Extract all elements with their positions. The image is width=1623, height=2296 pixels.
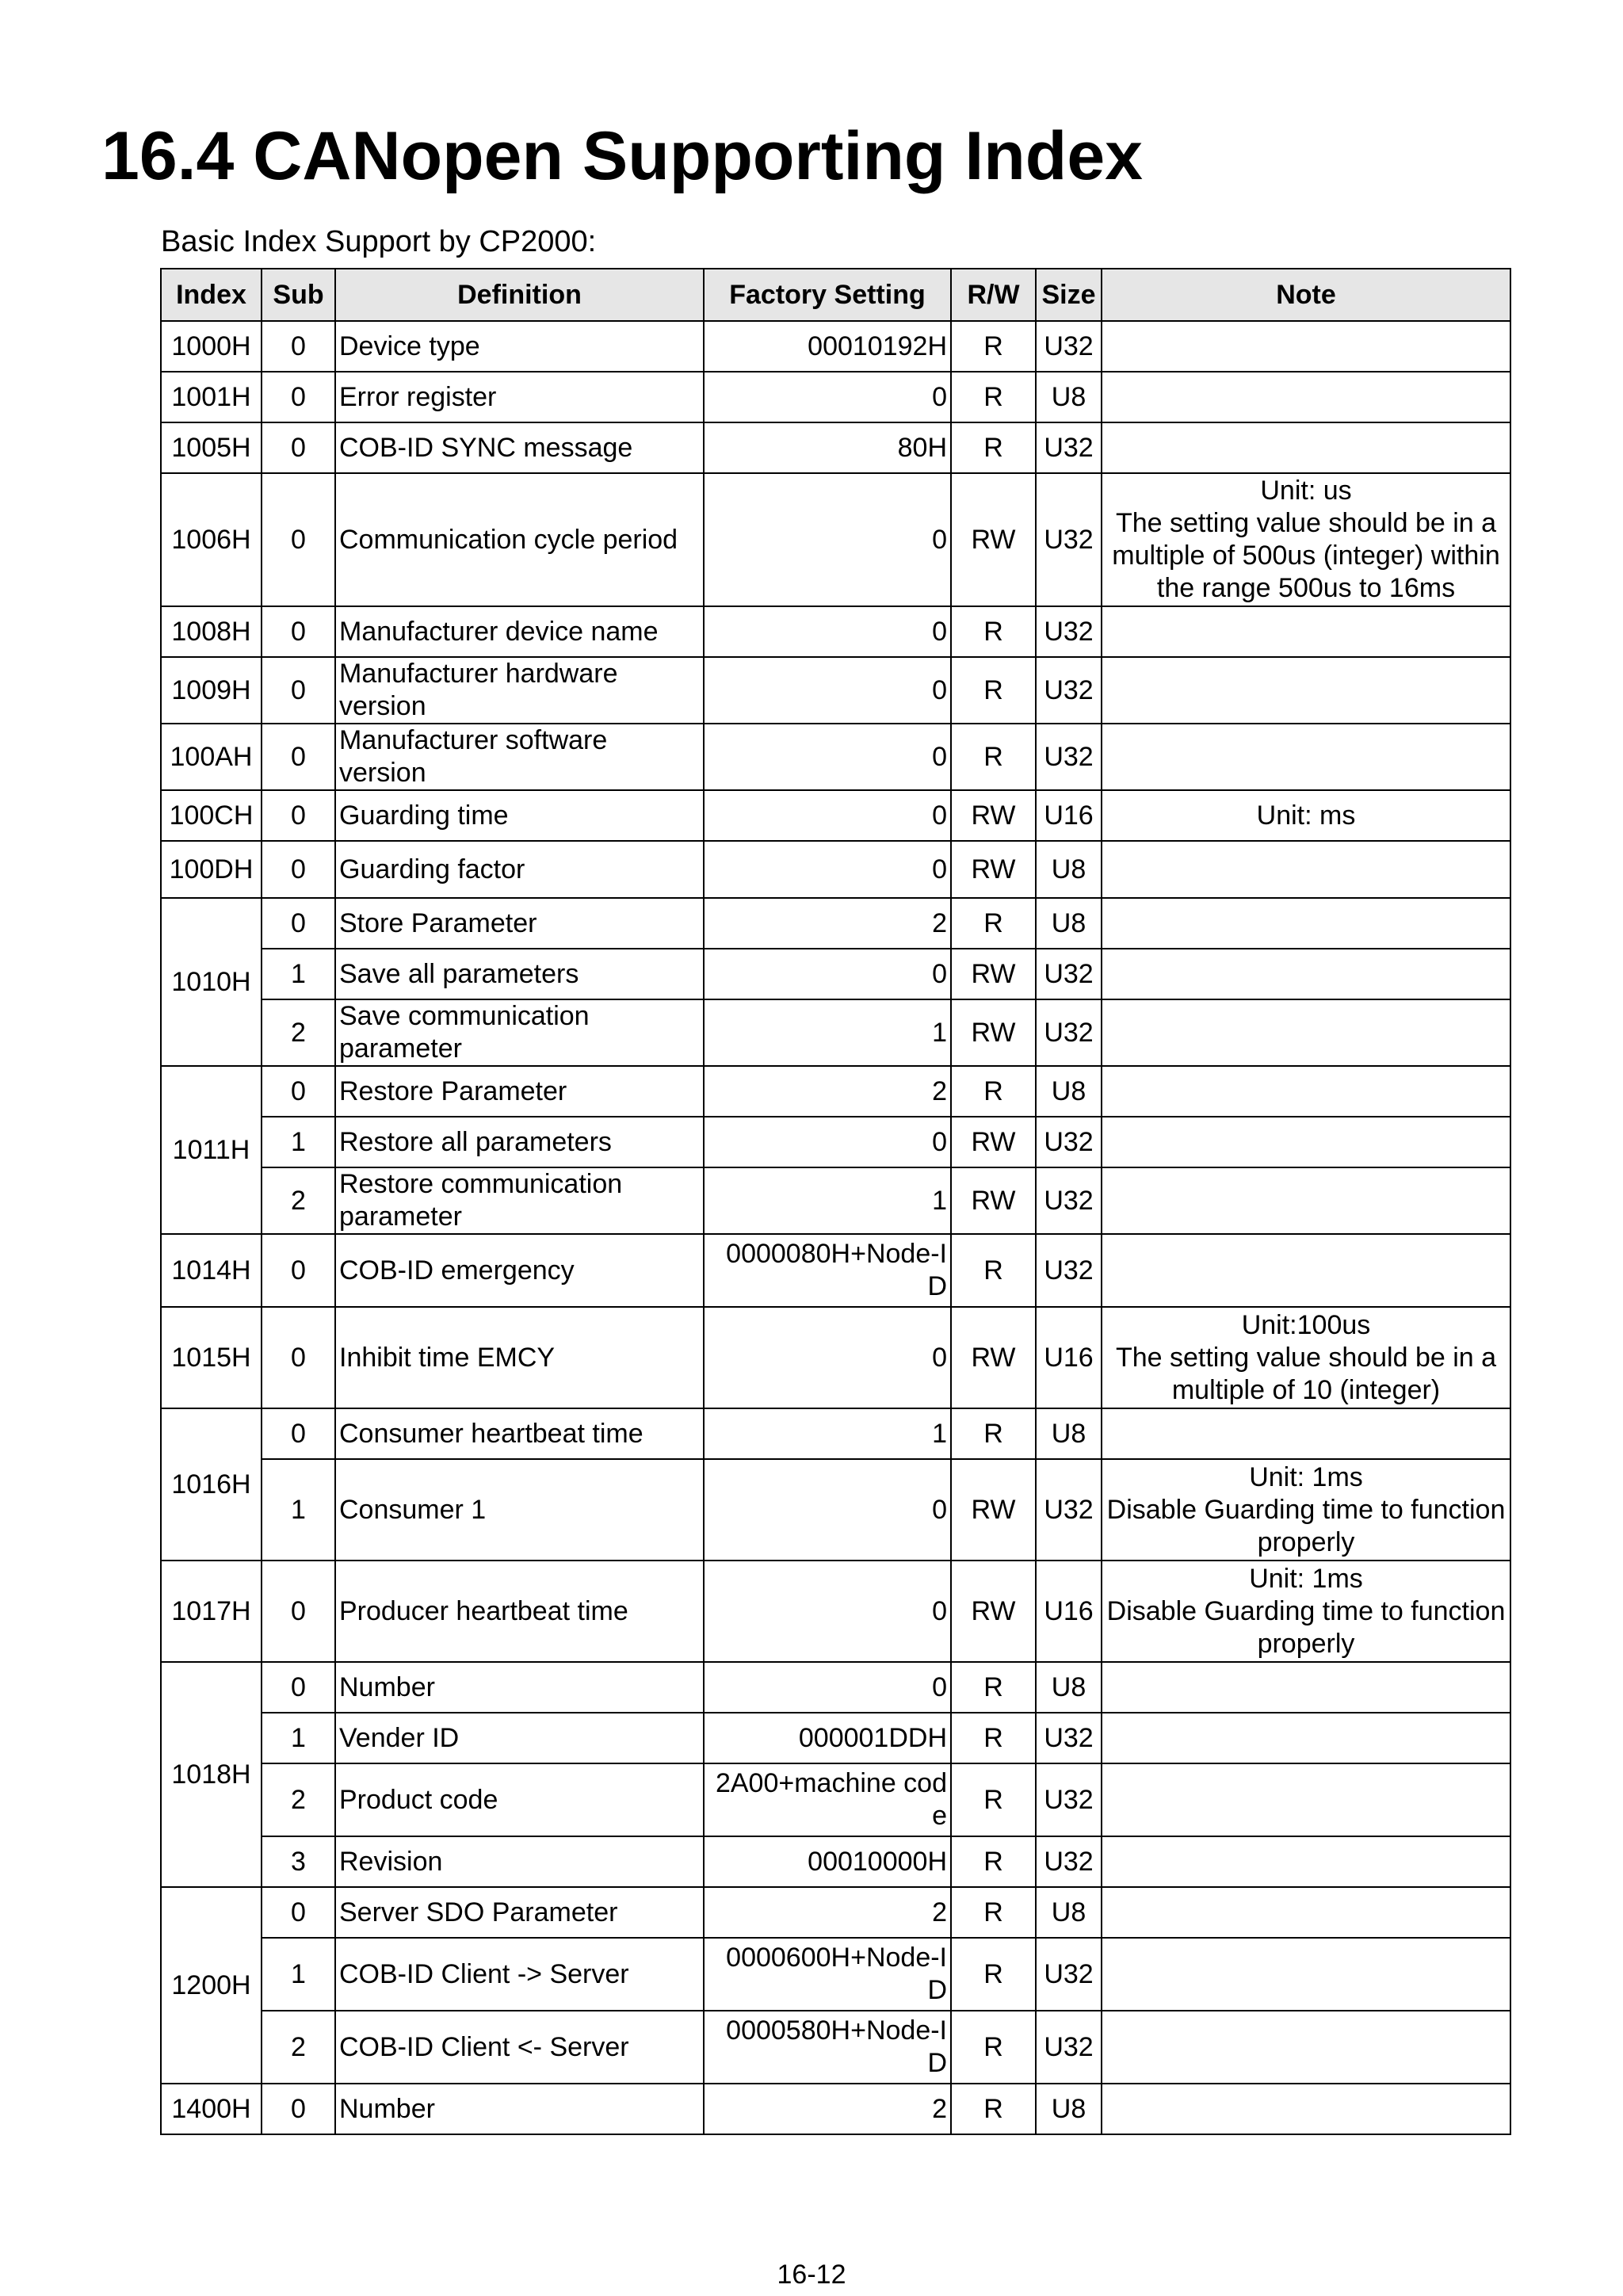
- cell-definition: Save communication parameter: [335, 999, 704, 1066]
- cell-note: [1102, 1167, 1510, 1234]
- cell-rw: RW: [951, 949, 1036, 999]
- column-header-note: Note: [1102, 269, 1510, 321]
- cell-note: [1102, 2084, 1510, 2134]
- cell-index: 1000H: [161, 321, 262, 372]
- cell-note: [1102, 321, 1510, 372]
- cell-size: U32: [1036, 1459, 1102, 1561]
- cell-factory-setting: 0000600H+Node-ID: [704, 1938, 951, 2011]
- cell-rw: RW: [951, 473, 1036, 606]
- cell-sub: 2: [262, 1167, 335, 1234]
- table-row: [161, 1713, 1510, 1763]
- cell-size: U8: [1036, 1066, 1102, 1117]
- page-title: 16.4 CANopen Supporting Index: [101, 118, 1143, 194]
- cell-sub: 0: [262, 372, 335, 422]
- cell-note: [1102, 999, 1510, 1066]
- cell-note: Unit: us The setting value should be in a multiple of 500us (integer) within the range 500us to 16ms: [1102, 473, 1510, 606]
- cell-rw: R: [951, 2011, 1036, 2084]
- table-header-row: [161, 269, 1510, 321]
- cell-factory-setting: 0: [704, 790, 951, 841]
- cell-rw: R: [951, 321, 1036, 372]
- cell-factory-setting: 2: [704, 1887, 951, 1938]
- cell-definition: Restore communication parameter: [335, 1167, 704, 1234]
- cell-rw: R: [951, 422, 1036, 473]
- cell-rw: R: [951, 1938, 1036, 2011]
- cell-note: [1102, 1408, 1510, 1459]
- cell-factory-setting: 0000080H+Node-ID: [704, 1234, 951, 1307]
- cell-size: U32: [1036, 1763, 1102, 1836]
- cell-sub: 0: [262, 1561, 335, 1662]
- cell-factory-setting: 00010000H: [704, 1836, 951, 1887]
- cell-definition: Device type: [335, 321, 704, 372]
- table-caption: Basic Index Support by CP2000:: [161, 225, 597, 258]
- cell-definition: Revision: [335, 1836, 704, 1887]
- table-row: [161, 724, 1510, 790]
- table-row: [161, 1167, 1510, 1234]
- cell-definition: COB-ID Client <- Server: [335, 2011, 704, 2084]
- cell-note: [1102, 841, 1510, 898]
- cell-factory-setting: 0000580H+Node-ID: [704, 2011, 951, 2084]
- cell-index: 1008H: [161, 606, 262, 657]
- cell-size: U32: [1036, 473, 1102, 606]
- cell-rw: R: [951, 1763, 1036, 1836]
- cell-index: 1006H: [161, 473, 262, 606]
- cell-size: U32: [1036, 606, 1102, 657]
- cell-size: U32: [1036, 1117, 1102, 1167]
- cell-note: [1102, 422, 1510, 473]
- table-row: [161, 606, 1510, 657]
- cell-sub: 1: [262, 1713, 335, 1763]
- cell-index: 1010H: [161, 898, 262, 1066]
- cell-factory-setting: 0: [704, 949, 951, 999]
- cell-sub: 0: [262, 473, 335, 606]
- cell-rw: RW: [951, 841, 1036, 898]
- table-row: [161, 372, 1510, 422]
- table-row: [161, 657, 1510, 724]
- table-row: [161, 898, 1510, 949]
- cell-sub: 0: [262, 606, 335, 657]
- cell-rw: R: [951, 1408, 1036, 1459]
- cell-size: U32: [1036, 1713, 1102, 1763]
- cell-size: U32: [1036, 1167, 1102, 1234]
- table-row: [161, 1763, 1510, 1836]
- cell-rw: R: [951, 724, 1036, 790]
- cell-definition: Producer heartbeat time: [335, 1561, 704, 1662]
- cell-rw: RW: [951, 1167, 1036, 1234]
- cell-rw: R: [951, 657, 1036, 724]
- cell-note: Unit: ms: [1102, 790, 1510, 841]
- table-row: [161, 1561, 1510, 1662]
- column-header-size: Size: [1036, 269, 1102, 321]
- cell-factory-setting: 2A00+machine code: [704, 1763, 951, 1836]
- cell-factory-setting: 1: [704, 1408, 951, 1459]
- cell-note: [1102, 1836, 1510, 1887]
- cell-factory-setting: 0: [704, 372, 951, 422]
- column-header-definition: Definition: [335, 269, 704, 321]
- cell-sub: 0: [262, 1307, 335, 1408]
- table-row: [161, 1234, 1510, 1307]
- cell-index: 1017H: [161, 1561, 262, 1662]
- cell-sub: 0: [262, 724, 335, 790]
- cell-sub: 1: [262, 1459, 335, 1561]
- cell-sub: 0: [262, 790, 335, 841]
- cell-index: 1018H: [161, 1662, 262, 1887]
- cell-definition: COB-ID Client -> Server: [335, 1938, 704, 2011]
- cell-definition: Inhibit time EMCY: [335, 1307, 704, 1408]
- cell-size: U32: [1036, 321, 1102, 372]
- cell-sub: 0: [262, 841, 335, 898]
- column-header-sub: Sub: [262, 269, 335, 321]
- cell-note: [1102, 1662, 1510, 1713]
- cell-sub: 1: [262, 1117, 335, 1167]
- cell-sub: 0: [262, 422, 335, 473]
- cell-index: 1400H: [161, 2084, 262, 2134]
- table-row: [161, 422, 1510, 473]
- table-row: [161, 2011, 1510, 2084]
- cell-factory-setting: 00010192H: [704, 321, 951, 372]
- cell-index: 1005H: [161, 422, 262, 473]
- column-header-rw: R/W: [951, 269, 1036, 321]
- cell-factory-setting: 80H: [704, 422, 951, 473]
- cell-index: 1200H: [161, 1887, 262, 2084]
- cell-definition: COB-ID SYNC message: [335, 422, 704, 473]
- cell-note: [1102, 1713, 1510, 1763]
- table-row: [161, 841, 1510, 898]
- cell-definition: Server SDO Parameter: [335, 1887, 704, 1938]
- cell-rw: RW: [951, 1459, 1036, 1561]
- cell-definition: Guarding factor: [335, 841, 704, 898]
- table-row: [161, 949, 1510, 999]
- cell-sub: 0: [262, 1066, 335, 1117]
- cell-sub: 0: [262, 657, 335, 724]
- cell-sub: 0: [262, 1887, 335, 1938]
- cell-note: [1102, 1234, 1510, 1307]
- cell-factory-setting: 0: [704, 1307, 951, 1408]
- cell-definition: Manufacturer hardware version: [335, 657, 704, 724]
- cell-definition: Number: [335, 2084, 704, 2134]
- cell-index: 1016H: [161, 1408, 262, 1561]
- cell-rw: R: [951, 1662, 1036, 1713]
- cell-sub: 0: [262, 898, 335, 949]
- table-row: [161, 321, 1510, 372]
- cell-size: U16: [1036, 790, 1102, 841]
- cell-factory-setting: 0: [704, 841, 951, 898]
- cell-sub: 2: [262, 1763, 335, 1836]
- cell-definition: Save all parameters: [335, 949, 704, 999]
- cell-sub: 0: [262, 1408, 335, 1459]
- cell-rw: R: [951, 1887, 1036, 1938]
- cell-definition: Store Parameter: [335, 898, 704, 949]
- table-body: [161, 321, 1510, 2134]
- cell-rw: R: [951, 2084, 1036, 2134]
- cell-sub: 0: [262, 1662, 335, 1713]
- cell-note: [1102, 898, 1510, 949]
- cell-sub: 1: [262, 949, 335, 999]
- cell-rw: R: [951, 1836, 1036, 1887]
- cell-size: U32: [1036, 1234, 1102, 1307]
- cell-note: [1102, 949, 1510, 999]
- cell-definition: Guarding time: [335, 790, 704, 841]
- cell-rw: R: [951, 372, 1036, 422]
- cell-index: 1015H: [161, 1307, 262, 1408]
- cell-size: U32: [1036, 949, 1102, 999]
- cell-definition: Restore Parameter: [335, 1066, 704, 1117]
- cell-note: [1102, 1887, 1510, 1938]
- table-row: [161, 1887, 1510, 1938]
- table-row: [161, 473, 1510, 606]
- cell-note: [1102, 372, 1510, 422]
- table-row: [161, 999, 1510, 1066]
- cell-size: U32: [1036, 1836, 1102, 1887]
- cell-note: [1102, 1938, 1510, 2011]
- cell-index: 1014H: [161, 1234, 262, 1307]
- cell-size: U16: [1036, 1561, 1102, 1662]
- cell-size: U8: [1036, 1662, 1102, 1713]
- cell-index: 1011H: [161, 1066, 262, 1234]
- cell-definition: Communication cycle period: [335, 473, 704, 606]
- cell-note: Unit:100us The setting value should be in a multiple of 10 (integer): [1102, 1307, 1510, 1408]
- cell-definition: Product code: [335, 1763, 704, 1836]
- cell-size: U8: [1036, 372, 1102, 422]
- cell-size: U8: [1036, 898, 1102, 949]
- cell-factory-setting: 0: [704, 724, 951, 790]
- cell-rw: RW: [951, 790, 1036, 841]
- cell-note: [1102, 657, 1510, 724]
- cell-size: U8: [1036, 2084, 1102, 2134]
- cell-index: 100CH: [161, 790, 262, 841]
- cell-note: [1102, 1763, 1510, 1836]
- cell-size: U32: [1036, 2011, 1102, 2084]
- cell-index: 100DH: [161, 841, 262, 898]
- cell-definition: Vender ID: [335, 1713, 704, 1763]
- cell-rw: RW: [951, 1307, 1036, 1408]
- cell-index: 1001H: [161, 372, 262, 422]
- cell-factory-setting: 1: [704, 1167, 951, 1234]
- cell-sub: 0: [262, 321, 335, 372]
- cell-note: [1102, 1117, 1510, 1167]
- cell-factory-setting: 2: [704, 2084, 951, 2134]
- cell-factory-setting: 0: [704, 1117, 951, 1167]
- cell-note: [1102, 606, 1510, 657]
- cell-rw: R: [951, 898, 1036, 949]
- table-row: [161, 1836, 1510, 1887]
- cell-note: Unit: 1ms Disable Guarding time to function properly: [1102, 1561, 1510, 1662]
- cell-sub: 3: [262, 1836, 335, 1887]
- column-header-factory-setting: Factory Setting: [704, 269, 951, 321]
- cell-definition: Consumer 1: [335, 1459, 704, 1561]
- cell-factory-setting: 0: [704, 657, 951, 724]
- cell-sub: 2: [262, 2011, 335, 2084]
- cell-factory-setting: 2: [704, 898, 951, 949]
- cell-index: 1009H: [161, 657, 262, 724]
- table-row: [161, 2084, 1510, 2134]
- table-row: [161, 1662, 1510, 1713]
- cell-note: [1102, 2011, 1510, 2084]
- cell-index: 100AH: [161, 724, 262, 790]
- cell-size: U32: [1036, 1938, 1102, 2011]
- cell-sub: 1: [262, 1938, 335, 2011]
- cell-note: [1102, 1066, 1510, 1117]
- cell-size: U8: [1036, 841, 1102, 898]
- table-row: [161, 790, 1510, 841]
- cell-definition: Manufacturer software version: [335, 724, 704, 790]
- cell-definition: Number: [335, 1662, 704, 1713]
- cell-factory-setting: 0: [704, 1459, 951, 1561]
- column-header-index: Index: [161, 269, 262, 321]
- table-row: [161, 1117, 1510, 1167]
- cell-rw: R: [951, 1066, 1036, 1117]
- cell-size: U8: [1036, 1887, 1102, 1938]
- cell-rw: RW: [951, 999, 1036, 1066]
- cell-factory-setting: 0: [704, 1561, 951, 1662]
- cell-rw: R: [951, 1713, 1036, 1763]
- table-row: [161, 1459, 1510, 1561]
- cell-definition: COB-ID emergency: [335, 1234, 704, 1307]
- cell-factory-setting: 0: [704, 606, 951, 657]
- cell-factory-setting: 2: [704, 1066, 951, 1117]
- cell-size: U8: [1036, 1408, 1102, 1459]
- cell-definition: Restore all parameters: [335, 1117, 704, 1167]
- cell-sub: 2: [262, 999, 335, 1066]
- cell-size: U32: [1036, 724, 1102, 790]
- cell-factory-setting: 0: [704, 1662, 951, 1713]
- cell-size: U32: [1036, 999, 1102, 1066]
- cell-rw: R: [951, 606, 1036, 657]
- cell-definition: Consumer heartbeat time: [335, 1408, 704, 1459]
- cell-rw: RW: [951, 1561, 1036, 1662]
- cell-size: U32: [1036, 422, 1102, 473]
- cell-factory-setting: 0: [704, 473, 951, 606]
- cell-rw: RW: [951, 1117, 1036, 1167]
- cell-note: Unit: 1ms Disable Guarding time to function properly: [1102, 1459, 1510, 1561]
- table-row: [161, 1066, 1510, 1117]
- cell-size: U32: [1036, 657, 1102, 724]
- table-row: [161, 1408, 1510, 1459]
- canopen-index-table: [160, 268, 1511, 2135]
- cell-sub: 0: [262, 2084, 335, 2134]
- cell-size: U16: [1036, 1307, 1102, 1408]
- cell-note: [1102, 724, 1510, 790]
- cell-factory-setting: 1: [704, 999, 951, 1066]
- cell-sub: 0: [262, 1234, 335, 1307]
- cell-factory-setting: 000001DDH: [704, 1713, 951, 1763]
- cell-rw: R: [951, 1234, 1036, 1307]
- cell-definition: Error register: [335, 372, 704, 422]
- table-row: [161, 1307, 1510, 1408]
- page-number: 16-12: [777, 2260, 846, 2290]
- table-row: [161, 1938, 1510, 2011]
- cell-definition: Manufacturer device name: [335, 606, 704, 657]
